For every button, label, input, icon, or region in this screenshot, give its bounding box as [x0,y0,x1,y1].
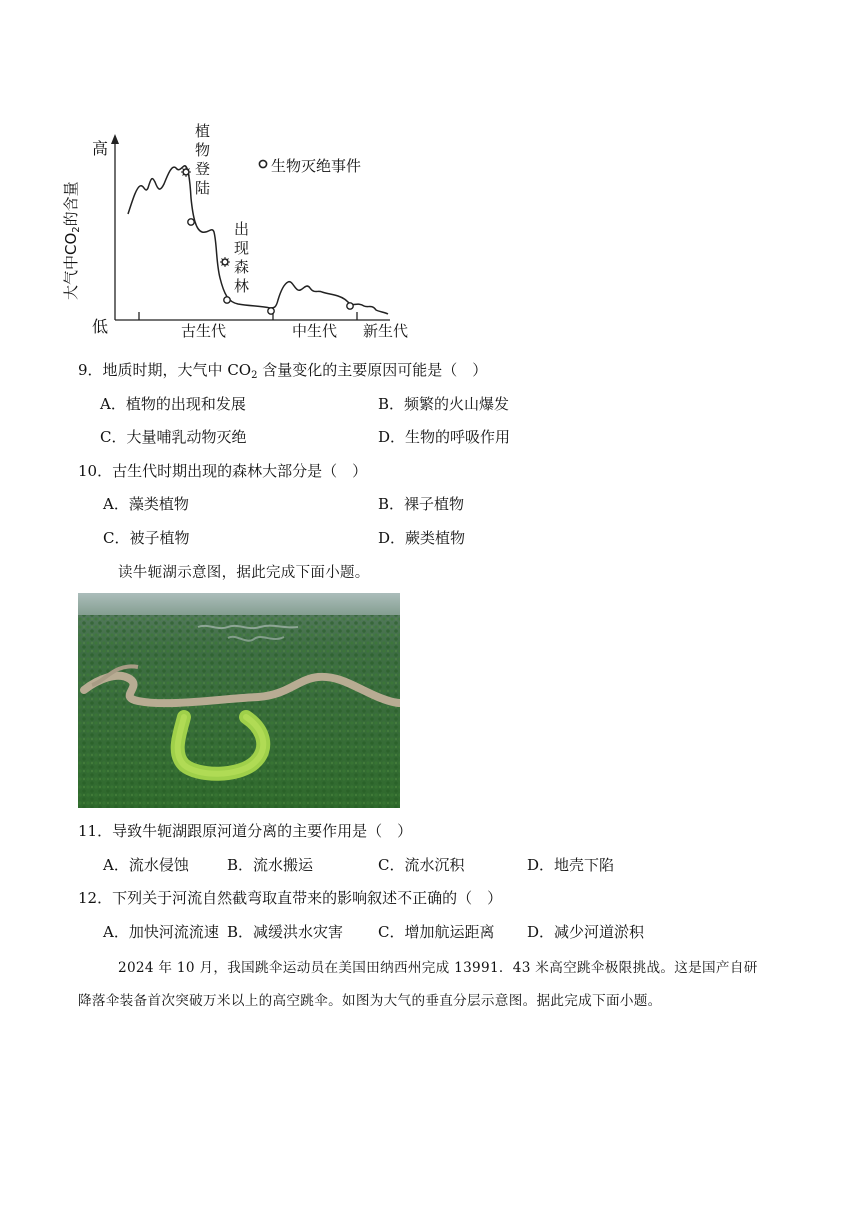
oxbow-lake-photo [78,593,400,808]
q9-option-b[interactable]: B．频繁的火山爆发 [378,395,510,413]
extinction-marker [224,297,230,303]
question-10-stem: 10．古生代时期出现的森林大部分是（ ） [78,462,368,480]
q10-option-d[interactable]: D．蕨类植物 [378,529,466,547]
y-axis-arrow [111,134,119,144]
q11-option-a[interactable]: A．流水侵蚀 [103,856,189,874]
y-high-label: 高 [92,139,109,158]
q11-option-b[interactable]: B．流水搬运 [227,856,314,874]
forest-appearance-marker [220,257,230,267]
q12-option-d[interactable]: D．减少河道淤积 [527,923,645,941]
y-low-label: 低 [92,317,109,336]
era-label-mesozoic: 中生代 [292,322,338,340]
q12-option-a[interactable]: A．加快河流流速 [103,923,219,941]
q9-option-a[interactable]: A．植物的出现和发展 [100,395,246,413]
question-12-stem: 12．下列关于河流自然截弯取直带来的影响叙述不正确的（ ） [78,889,503,907]
q10-option-c[interactable]: C．被子植物 [103,529,190,547]
q12-option-c[interactable]: C．增加航运距离 [378,923,495,941]
extinction-marker [188,219,194,225]
q9-option-c[interactable]: C．大量哺乳动物灭绝 [100,428,247,446]
extinction-marker [347,303,353,309]
era-label-paleozoic: 古生代 [181,322,227,340]
q10-option-b[interactable]: B．裸子植物 [378,495,465,513]
y-axis-label: 大气中$CO_2$的含量 [62,181,82,300]
question-11-stem: 11．导致牛轭湖跟原河道分离的主要作用是（ ） [78,822,413,840]
annotation-plants-landing: 植物登陆 [195,122,211,197]
question-9-stem: 9．地质时期，大气中 $CO_2$ 含量变化的主要原因可能是（ ） [78,361,488,381]
annotation-forest: 出现森林 [234,220,250,295]
q9-option-d[interactable]: D．生物的呼吸作用 [378,428,511,446]
plant-landing-marker [181,167,191,177]
q12-option-b[interactable]: B．减缓洪水灾害 [227,923,344,941]
co2-curve [128,166,388,314]
legend-extinction-icon [259,160,266,167]
legend-label: 生物灭绝事件 [271,157,362,175]
intro-parachute-line1: 2024 年 10 月，我国跳伞运动员在美国田纳西州完成 13991．43 米高空跳伞极限挑战。这是国产自研 [118,960,758,976]
q11-option-d[interactable]: D．地壳下陷 [527,856,615,874]
extinction-marker [268,308,274,314]
q11-option-c[interactable]: C．流水沉积 [378,856,465,874]
q10-option-a[interactable]: A．藻类植物 [103,495,189,513]
intro-oxbow: 读牛轭湖示意图，据此完成下面小题。 [118,565,370,581]
era-label-cenozoic: 新生代 [363,322,409,340]
intro-parachute-line2: 降落伞装备首次突破万米以上的高空跳伞。如图为大气的垂直分层示意图。据此完成下面小题。 [78,993,662,1009]
